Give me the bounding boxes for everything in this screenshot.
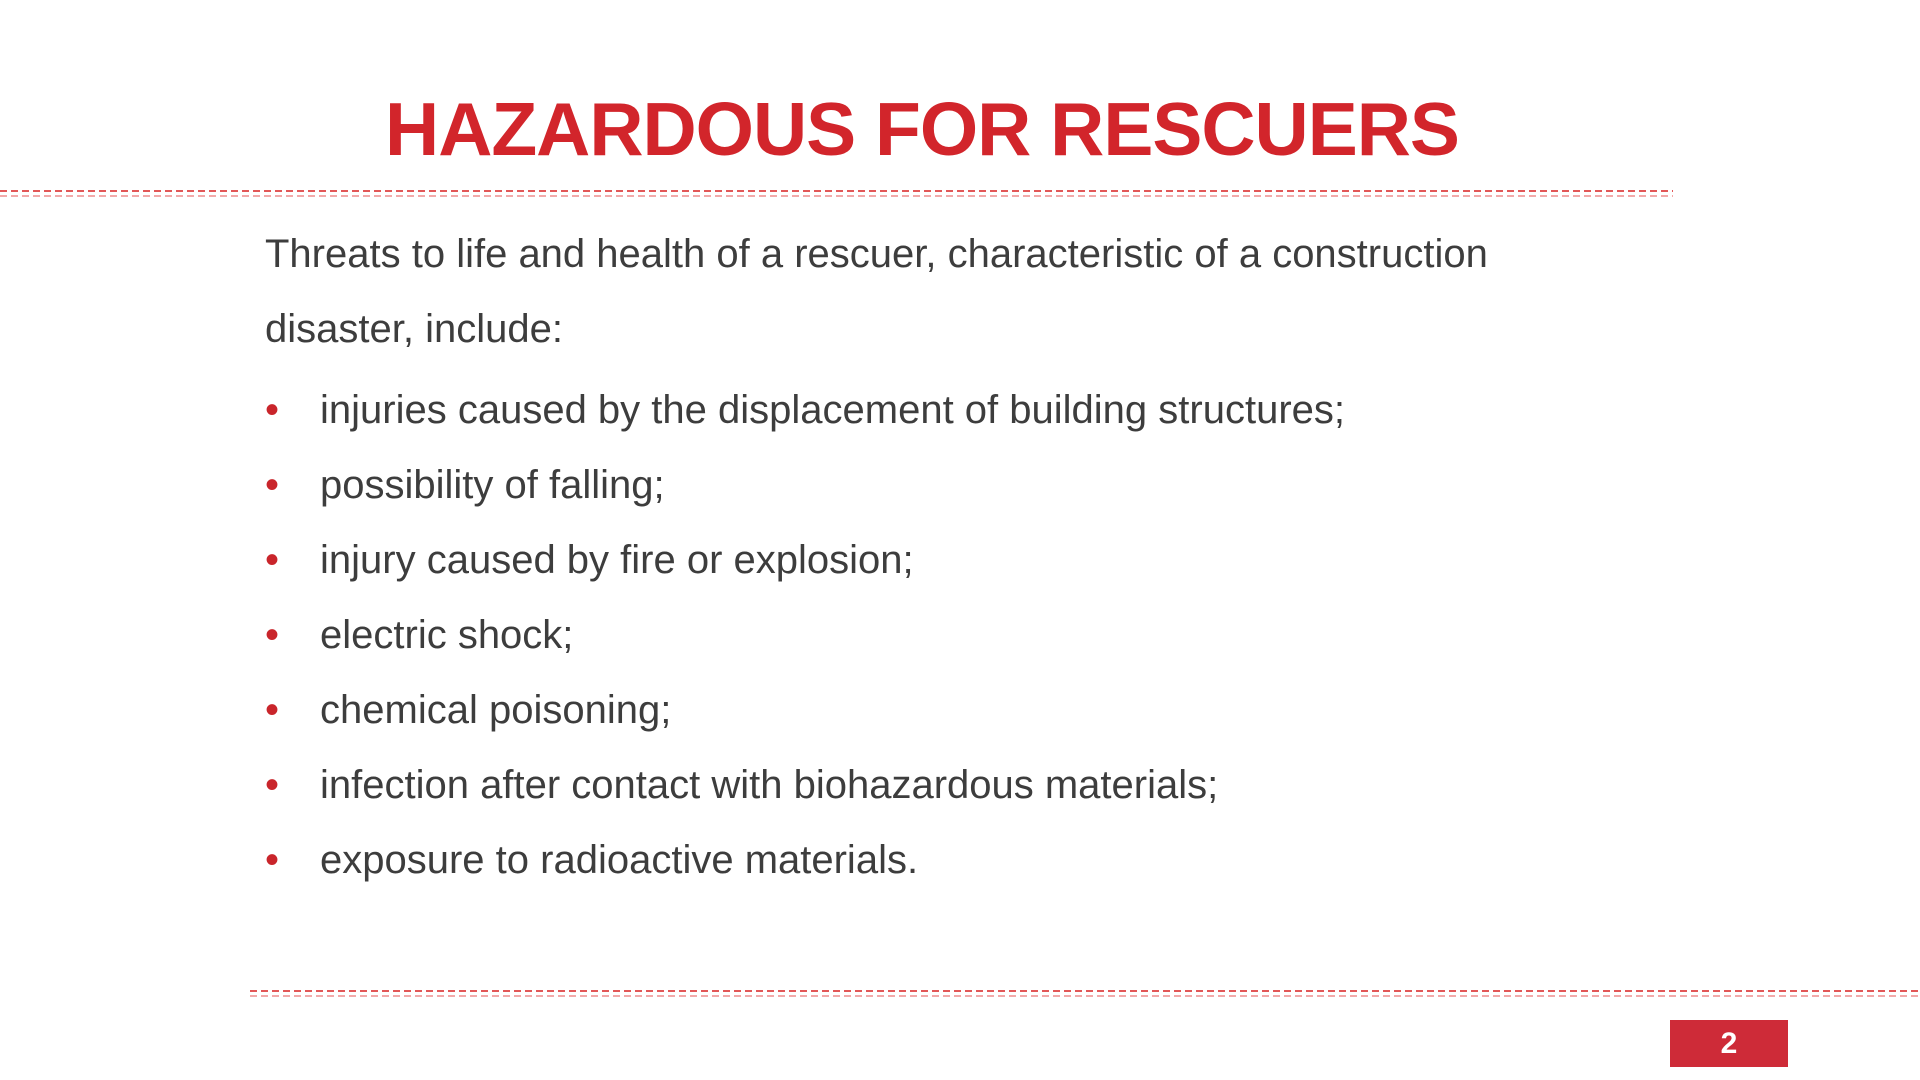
page-number: 2	[1720, 1027, 1738, 1060]
bullet-icon: •	[265, 388, 280, 432]
page-number-badge	[1670, 1020, 1788, 1067]
bullet-text: possibility of falling;	[320, 463, 665, 507]
list-item	[265, 748, 1685, 823]
list-item	[265, 598, 1685, 673]
bullet-icon: •	[265, 838, 280, 882]
intro-text: Threats to life and health of a rescuer, characteristic of a construction disaster, include:	[265, 232, 1488, 351]
bullet-icon: •	[265, 463, 280, 507]
list-item	[265, 673, 1685, 748]
top-divider-dashed-line	[0, 190, 1673, 197]
slide-title: HAZARDOUS FOR RESCUERS	[385, 87, 1459, 171]
list-item	[265, 448, 1685, 523]
list-item	[265, 373, 1685, 448]
bullet-list	[265, 373, 1685, 898]
bullet-text: chemical poisoning;	[320, 688, 672, 732]
bullet-text: injuries caused by the displacement of building structures;	[320, 388, 1345, 432]
bullet-text: exposure to radioactive materials.	[320, 838, 919, 882]
bullet-text: electric shock;	[320, 613, 574, 657]
bullet-icon: •	[265, 763, 280, 807]
bullet-text: injury caused by fire or explosion;	[320, 538, 914, 582]
bullet-icon: •	[265, 688, 280, 732]
bullet-icon: •	[265, 613, 280, 657]
list-item	[265, 523, 1685, 598]
bottom-divider-dashed-line	[250, 990, 1920, 997]
bullet-text: infection after contact with biohazardous materials;	[320, 763, 1219, 807]
list-item	[265, 823, 1685, 898]
bullet-icon: •	[265, 538, 280, 582]
